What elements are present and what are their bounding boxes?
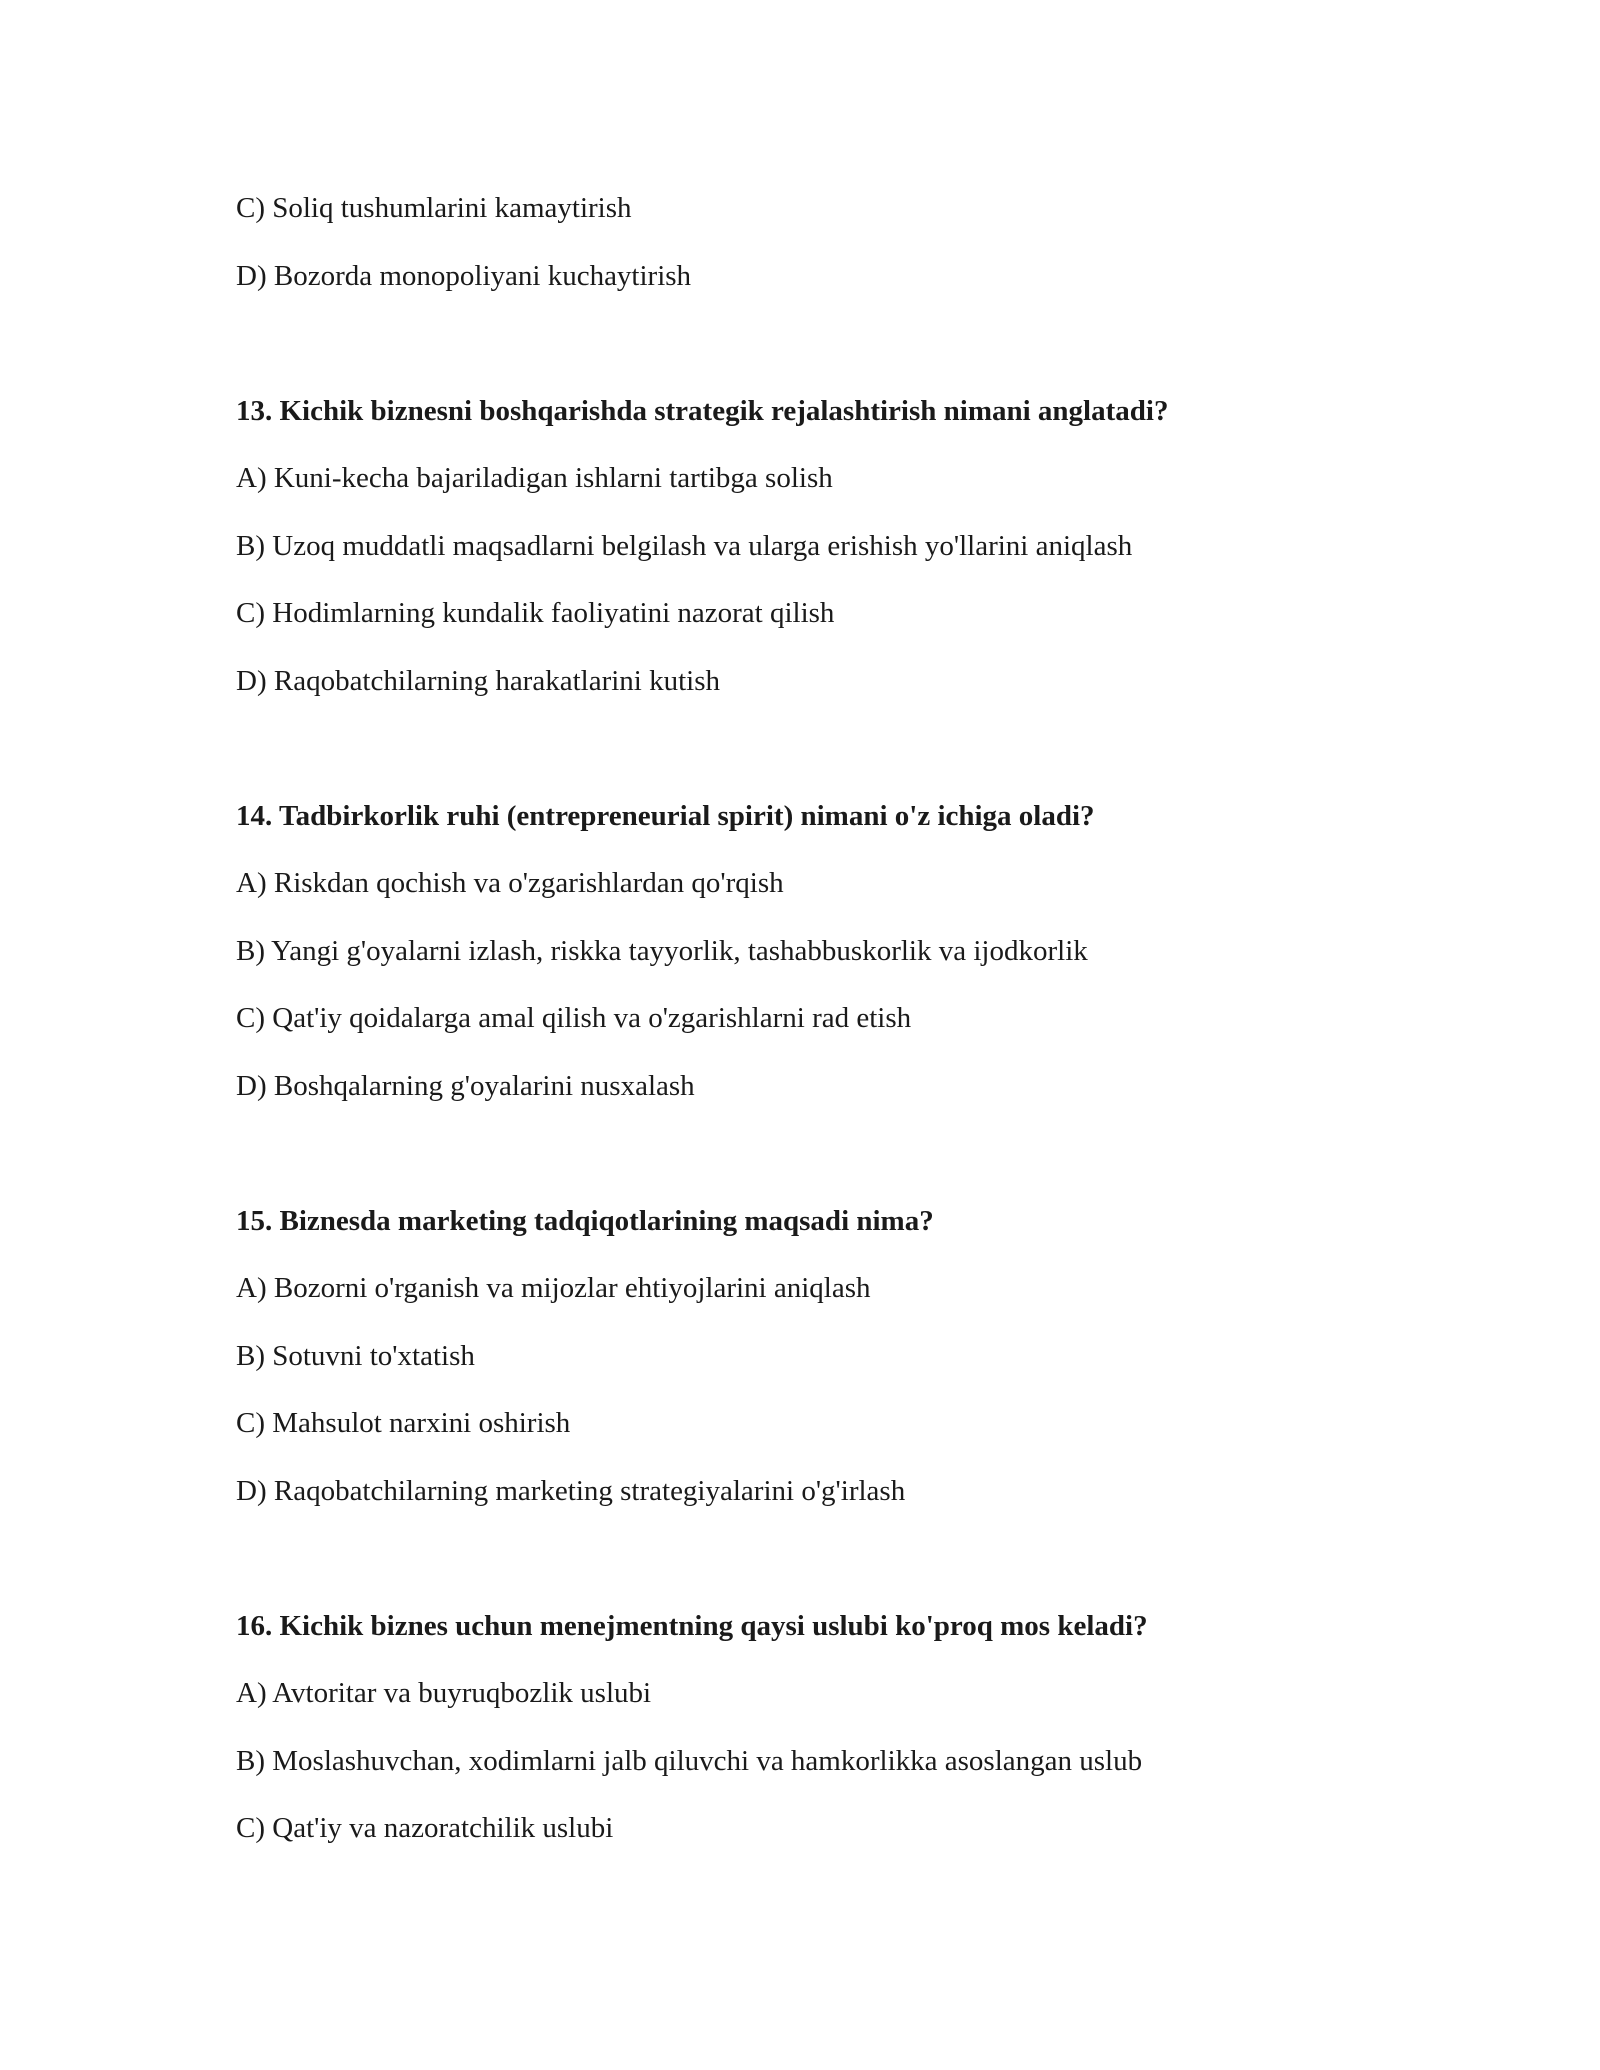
option-15-d: D) Raqobatchilarning marketing strategiyalarini o'g'irlash: [236, 1475, 906, 1507]
option-14-a: A) Riskdan qochish va o'zgarishlardan qo'rqish: [236, 867, 784, 899]
option-13-a: A) Kuni-kecha bajariladigan ishlarni tartibga solish: [236, 462, 833, 494]
question-14: 14. Tadbirkorlik ruhi (entrepreneurial spirit) nimani o'z ichiga oladi?: [236, 800, 1095, 832]
question-13: 13. Kichik biznesni boshqarishda strategik rejalashtirish nimani anglatadi?: [236, 395, 1169, 427]
option-13-b: B) Uzoq muddatli maqsadlarni belgilash va ularga erishish yo'llarini aniqlash: [236, 530, 1133, 562]
option-15-a: A) Bozorni o'rganish va mijozlar ehtiyojlarini aniqlash: [236, 1272, 871, 1304]
option-15-b: B) Sotuvni to'xtatish: [236, 1340, 475, 1372]
option-12-d: D) Bozorda monopoliyani kuchaytirish: [236, 260, 692, 292]
question-16: 16. Kichik biznes uchun menejmentning qaysi uslubi ko'proq mos keladi?: [236, 1610, 1148, 1642]
option-13-c: C) Hodimlarning kundalik faoliyatini nazorat qilish: [236, 597, 835, 629]
option-15-c: C) Mahsulot narxini oshirish: [236, 1407, 571, 1439]
option-16-c: C) Qat'iy va nazoratchilik uslubi: [236, 1812, 614, 1844]
option-12-c: C) Soliq tushumlarini kamaytirish: [236, 192, 632, 224]
option-14-d: D) Boshqalarning g'oyalarini nusxalash: [236, 1070, 695, 1102]
option-14-b: B) Yangi g'oyalarni izlash, riskka tayyorlik, tashabbuskorlik va ijodkorlik: [236, 935, 1088, 967]
option-16-b: B) Moslashuvchan, xodimlarni jalb qiluvchi va hamkorlikka asoslangan uslub: [236, 1745, 1143, 1777]
question-15: 15. Biznesda marketing tadqiqotlarining maqsadi nima?: [236, 1205, 934, 1237]
option-14-c: C) Qat'iy qoidalarga amal qilish va o'zgarishlarni rad etish: [236, 1002, 912, 1034]
option-16-a: A) Avtoritar va buyruqbozlik uslubi: [236, 1677, 652, 1709]
option-13-d: D) Raqobatchilarning harakatlarini kutish: [236, 665, 720, 697]
